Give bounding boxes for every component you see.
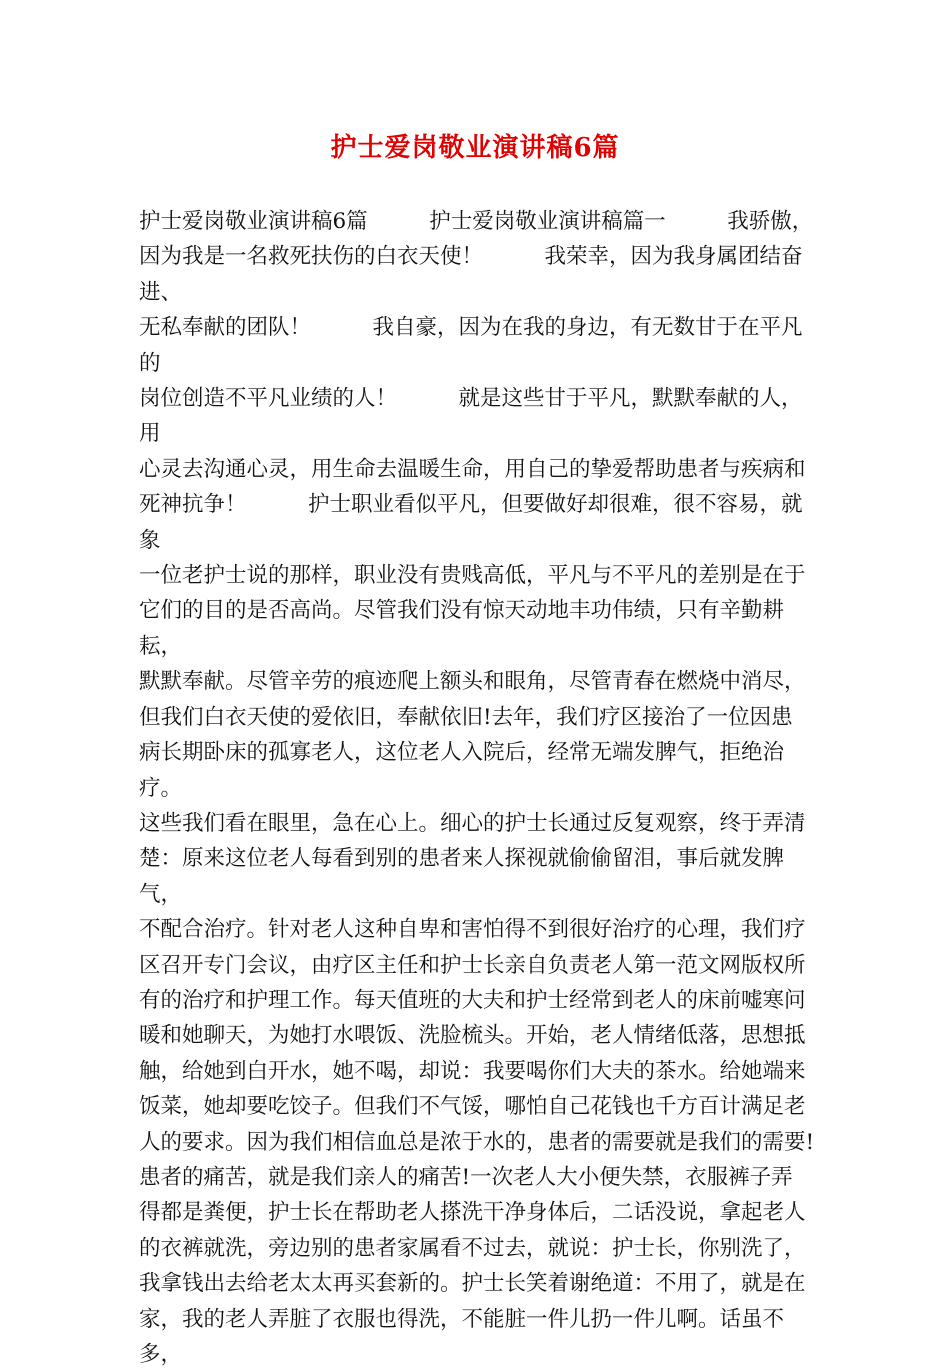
document-body: 护士爱岗敬业演讲稿6篇 护士爱岗敬业演讲稿篇一 我骄傲， 因为我是一名救死扶伤的白衣天使！ 我荣幸，因为我身属团结奋进、 无私奉献的团队！ 我自豪，因为在我的身边，有无数甘于在平凡的 岗位创造不平凡业绩的人！ 就是这些甘于平凡，默默奉献的人，用 心灵去沟通心灵，用生命去温暖生命，用自己的挚爱帮助患者与疾病和 死神抗争！ 护士职业看似平凡，但要做好却很难，很不容易，就象 一位老护士说的那样，职业没有贵贱高低，平凡与不平凡的差别是在于 它们的目的是否高尚。尽管我们没有惊天动地丰功伟绩，只有辛勤耕耘， 默默奉献。尽管辛劳的痕迹爬上额头和眼角，尽管青春在燃烧中消尽， 但我们白衣天使的爱依旧，奉献依旧!去年，我们疗区接治了一位因患 病长期卧床的孤寡老人，这位老人入院后，经常无端发脾气，拒绝治疗。 这些我们看在眼里，急在心上。细心的护士长通过反复观察，终于弄清 楚：原来这位老人每看到别的患者来人探视就偷偷留泪，事后就发脾气， 不配合治疗。针对老人这种自卑和害怕得不到很好治疗的心理，我们疗 区召开专门会议，由疗区主任和护士长亲自负责老人第一范文网版权所 有的治疗和护理工作。每天值班的大夫和护士经常到老人的床前嘘寒问 暖和她聊天，为她打水喂饭、洗脸梳头。开始，老人情绪低落，思想抵 触，给她到白开水，她不喝，却说：我要喝你们大夫的茶水。给她端来 饭菜，她却要吃饺子。但我们不气馁，哪怕自己花钱也千方百计满足老 人的要求。因为我们相信血总是浓于水的，患者的需要就是我们的需要! 患者的痛苦，就是我们亲人的痛苦!一次老人大小便失禁，衣服裤子弄 得都是粪便，护士长在帮助老人搽洗干净身体后，二话没说，拿起老人 的衣裤就洗，旁边别的患者家属看不过去，就说：护士长，你别洗了， 我拿钱出去给老太太再买套新的。护士长笑着谢绝道：不用了，就是在 家，我的老人弄脏了衣服也得洗，不能脏一件儿扔一件儿啊。话虽不多， xyxy=(139,209,815,1367)
document-title: 护士爱岗敬业演讲稿6篇 xyxy=(330,133,620,163)
